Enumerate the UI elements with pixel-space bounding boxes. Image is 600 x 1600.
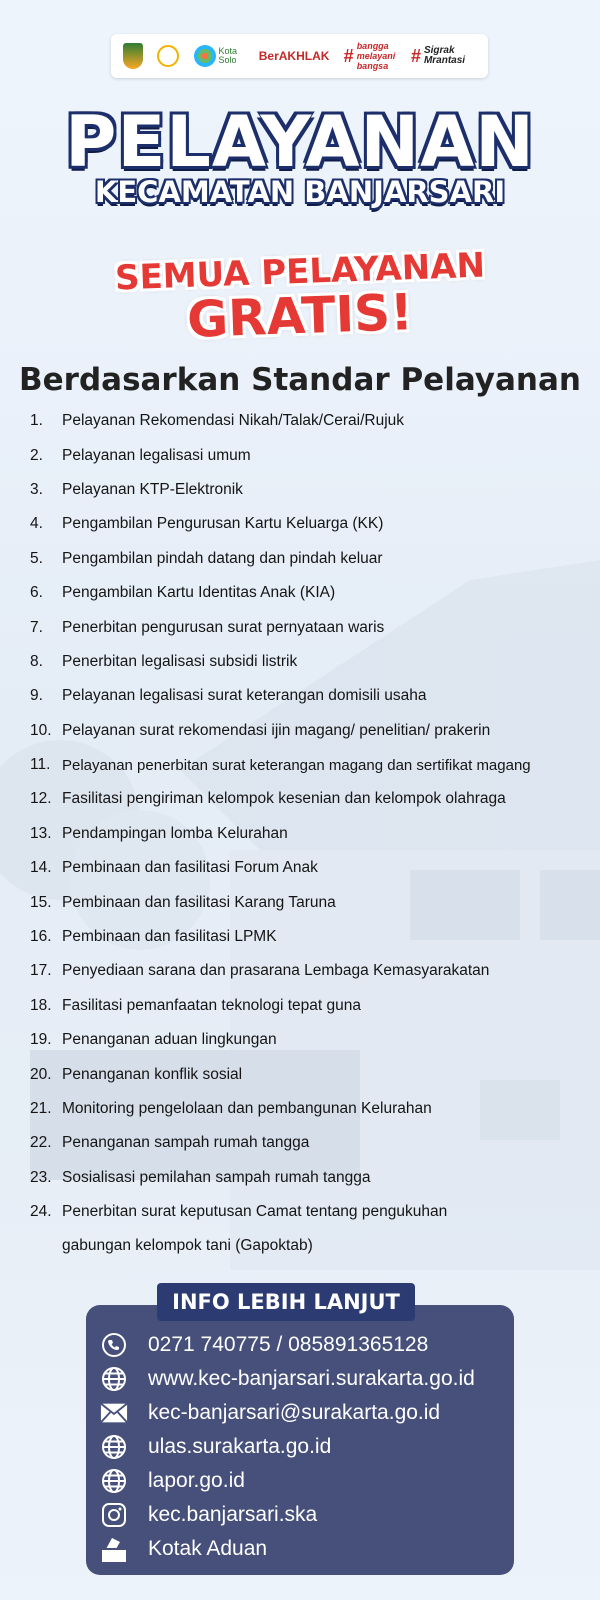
berakhlak-text: BerAKHLAK	[258, 49, 330, 63]
ballot-box-icon	[100, 1535, 128, 1563]
globe-icon	[100, 1433, 128, 1461]
section-heading: Berdasarkan Standar Pelayanan	[19, 362, 581, 398]
item-number: 10.	[30, 721, 52, 739]
item-text: Pendampingan lomba Kelurahan	[62, 824, 288, 842]
service-list	[30, 404, 600, 1263]
flower-icon	[194, 45, 216, 67]
envelope-icon	[100, 1399, 128, 1427]
item-text: Penerbitan pengurusan surat pernyataan waris	[62, 618, 385, 636]
list-item	[30, 1092, 600, 1126]
item-text: Pelayanan surat rekomendasi ijin magang/ penelitian/ prakerin	[62, 721, 491, 739]
item-text: Penanganan konflik sosial	[62, 1065, 243, 1083]
item-number: 5.	[30, 549, 43, 567]
list-item	[30, 885, 600, 919]
item-text: Pelayanan KTP-Elektronik	[62, 480, 243, 498]
logo-bar	[111, 34, 488, 78]
hash-icon: #	[410, 46, 421, 66]
info-box	[86, 1305, 514, 1575]
kota-solo-logo	[194, 45, 245, 67]
crest-icon	[123, 43, 143, 69]
item-text: Pembinaan dan fasilitasi LPMK	[62, 928, 277, 946]
instagram-row[interactable]	[86, 1498, 514, 1532]
item-text: Penerbitan legalisasi subsidi listrik	[62, 652, 298, 670]
item-number: 14.	[30, 859, 52, 877]
list-item	[30, 473, 600, 507]
item-text: Pelayanan Rekomendasi Nikah/Talak/Cerai/Rujuk	[62, 412, 405, 430]
item-number: 4.	[30, 515, 43, 533]
free-banner-line1: SEMUA PELAYANAN	[114, 245, 486, 299]
solo-logo	[157, 45, 179, 67]
aduan-text: Kotak Aduan	[148, 1537, 268, 1560]
item-number: 8.	[30, 652, 43, 670]
item-number: 6.	[30, 584, 43, 602]
item-number: 9.	[30, 687, 43, 705]
phone-text: 0271 740775 / 085891365128	[148, 1333, 429, 1356]
lapor-link[interactable]: lapor.go.id	[148, 1469, 245, 1492]
list-item	[30, 748, 600, 782]
list-item	[30, 1126, 600, 1160]
list-item	[30, 645, 600, 679]
item-number: 24.	[30, 1202, 52, 1220]
ulas-row[interactable]	[86, 1430, 514, 1464]
free-banner-line2: GRATIS!	[186, 283, 414, 349]
item-number: 13.	[30, 824, 52, 842]
list-item	[30, 782, 600, 816]
list-item	[30, 1057, 600, 1091]
globe-icon	[100, 1467, 128, 1495]
phone-icon	[100, 1331, 128, 1359]
item-text: Penanganan sampah rumah tangga	[62, 1134, 310, 1152]
email-row[interactable]	[86, 1396, 514, 1430]
bangga-logo	[344, 41, 397, 71]
list-item	[30, 714, 600, 748]
sigrak-logo	[411, 46, 476, 66]
item-text: Pengambilan Kartu Identitas Anak (KIA)	[62, 584, 336, 602]
page-title: PELAYANAN	[65, 101, 535, 183]
item-text: Fasilitasi pengiriman kelompok kesenian dan kelompok olahraga	[62, 790, 506, 808]
website-link[interactable]: www.kec-banjarsari.surakarta.go.id	[148, 1367, 475, 1390]
item-text: Pembinaan dan fasilitasi Karang Taruna	[62, 893, 336, 911]
solo-circle-icon	[157, 45, 179, 67]
list-item	[30, 507, 600, 541]
list-item	[30, 817, 600, 851]
list-item	[30, 851, 600, 885]
surakarta-crest-logo	[123, 43, 143, 69]
item-number: 18.	[30, 996, 52, 1014]
email-link[interactable]: kec-banjarsari@surakarta.go.id	[148, 1401, 441, 1424]
list-item	[30, 542, 600, 576]
item-text: Pengambilan Pengurusan Kartu Keluarga (KK)	[62, 515, 384, 533]
list-item	[30, 404, 600, 438]
item-number: 19.	[30, 1031, 52, 1049]
globe-icon	[100, 1365, 128, 1393]
item-number: 7.	[30, 618, 43, 636]
aduan-row	[86, 1532, 514, 1566]
website-row[interactable]	[86, 1362, 514, 1396]
item-number: 16.	[30, 928, 52, 946]
bangga-text: bangga melayani bangsa	[356, 41, 396, 71]
item-text: Pembinaan dan fasilitasi Forum Anak	[62, 859, 318, 877]
item-text: Penerbitan surat keputusan Camat tentang pengukuhan gabungan kelompok tani (Gapoktab)	[62, 1202, 448, 1254]
item-number: 15.	[30, 893, 52, 911]
list-item	[30, 438, 600, 472]
item-number: 12.	[30, 790, 52, 808]
ulas-link[interactable]: ulas.surakarta.go.id	[148, 1435, 332, 1458]
item-number: 3.	[30, 480, 43, 498]
item-text: Sosialisasi pemilahan sampah rumah tangga	[62, 1168, 371, 1186]
item-number: 2.	[30, 446, 43, 464]
item-text: Pelayanan legalisasi umum	[62, 446, 251, 464]
list-item	[30, 1161, 600, 1195]
instagram-icon	[100, 1501, 128, 1529]
lapor-row[interactable]	[86, 1464, 514, 1498]
sigrak-text: Sigrak Mrantasi	[423, 45, 466, 66]
kota-solo-text: Kota Solo	[218, 46, 238, 65]
item-text: Penanganan aduan lingkungan	[62, 1031, 277, 1049]
berakhlak-logo	[259, 49, 330, 63]
item-number: 11.	[30, 756, 51, 774]
item-number: 22.	[30, 1134, 52, 1152]
item-number: 23.	[30, 1168, 52, 1186]
phone-row	[86, 1328, 514, 1362]
item-text: Penyediaan sarana dan prasarana Lembaga Kemasyarakatan	[62, 962, 490, 980]
item-text: Pelayanan legalisasi surat keterangan domisili usaha	[62, 687, 427, 705]
hash-icon: #	[343, 46, 354, 66]
item-number: 21.	[30, 1100, 52, 1117]
item-number: 17.	[30, 962, 52, 980]
list-item	[30, 576, 600, 610]
item-text: Fasilitasi pemanfaatan teknologi tepat guna	[62, 996, 362, 1014]
list-item	[30, 679, 600, 713]
instagram-handle[interactable]: kec.banjarsari.ska	[148, 1503, 318, 1526]
page-subtitle: KECAMATAN BANJARSARI	[94, 175, 506, 209]
list-item	[30, 610, 600, 644]
item-text: Pengambilan pindah datang dan pindah keluar	[62, 549, 383, 567]
list-item	[30, 989, 600, 1023]
item-text: Pelayanan penerbitan surat keterangan magang dan sertifikat magang	[62, 756, 531, 774]
list-item	[30, 920, 600, 954]
item-number: 20.	[30, 1065, 52, 1083]
info-header: INFO LEBIH LANJUT	[157, 1283, 415, 1321]
item-number: 1.	[30, 412, 43, 430]
list-item	[30, 1023, 600, 1057]
list-item	[30, 1195, 600, 1263]
item-text: Monitoring pengelolaan dan pembangunan Kelurahan	[62, 1100, 432, 1117]
list-item	[30, 954, 600, 988]
